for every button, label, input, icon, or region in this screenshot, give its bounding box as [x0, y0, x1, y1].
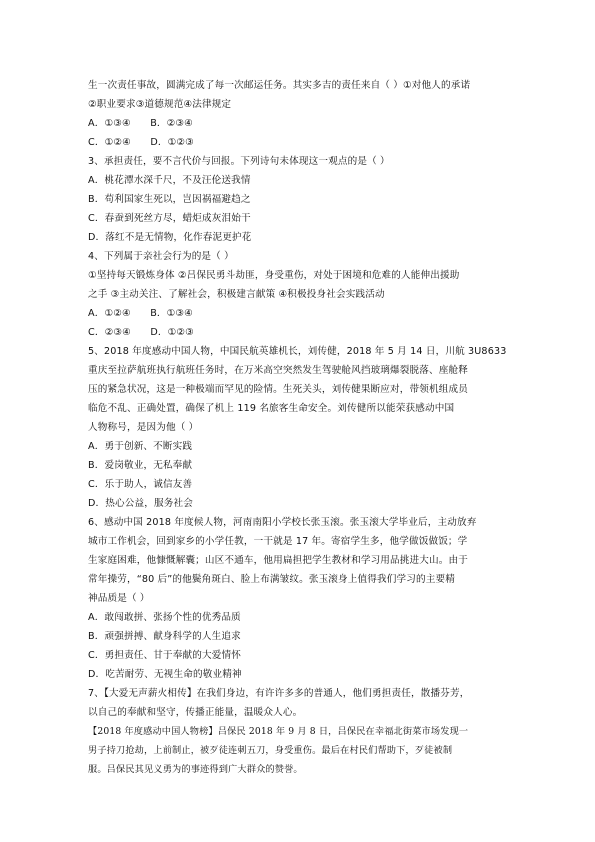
- q3-option-c: C．春蚕到死丝方尽，蜡炬成灰泪始干: [88, 213, 251, 224]
- q5-stem-line-3: 压的紧急状况，这是一种极端而罕见的险情。生死关头，刘传健果断应对，带领机组成员: [88, 384, 469, 395]
- q5-stem-line-2: 重庆至拉萨航班执行航班任务时，在万米高空突然发生驾驶舱风挡玻璃爆裂脱落、座舱释: [88, 365, 469, 376]
- q5-option-c: C．乐于助人，诚信友善: [88, 479, 193, 490]
- q6-stem-line-5: 神品质是（ ）: [88, 593, 150, 604]
- q6-stem-line-4: 常年操劳，“80 后”的他鬓角斑白、脸上布满皱纹。张玉滚身上值得我们学习的主要精: [88, 574, 455, 585]
- material-line-1: 【2018 年度感动中国人物榜】吕保民 2018 年 9 月 8 日，吕保民在幸福北街菜市场发现一: [88, 726, 469, 737]
- q6-option-a: A．敢闯敢拼、张扬个性的优秀品质: [88, 612, 241, 623]
- q6-option-b: B．顽强拼搏、献身科学的人生追求: [88, 631, 241, 642]
- q5-stem-line-1: 5、2018 年度感动中国人物，中国民航英雄机长，刘传健，2018 年 5 月 14 日，川航 3U8633: [88, 346, 507, 357]
- q6-stem-line-1: 6、感动中国 2018 年度候人物，河南南阳小学校长张玉滚。张玉滚大学毕业后，主动放弃: [88, 517, 477, 528]
- q6-stem-line-3: 生家庭困难，他慷慨解囊；山区不通车，他用扁担把学生教材和学习用品挑进大山。由于: [88, 555, 469, 566]
- exam-page: [88, 76, 516, 779]
- q5-option-b: B．爱岗敬业，无私奉献: [88, 460, 193, 471]
- q6-option-d: D．吃苦耐劳、无视生命的敬业精神: [88, 669, 242, 680]
- q3-option-a: A．桃花潭水深千尺，不及汪伦送我情: [88, 175, 251, 186]
- q6-option-c: C．勇担责任、甘于奉献的大爱情怀: [88, 650, 242, 661]
- q2-stem-line-1: 生一次责任事故，圆满完成了每一次邮运任务。其实多吉的责任来自（ ）①对他人的承诺: [88, 80, 471, 91]
- q2-options-row-1: A．①③④ B．②③④: [88, 118, 193, 129]
- q4-options-row-1: A．①②④ B．①③④: [88, 308, 193, 319]
- q5-option-d: D．热心公益，服务社会: [88, 498, 193, 509]
- q7-stem-line-1: 7、【大爱无声薪火相传】在我们身边，有许许多多的普通人，他们勇担责任，散播芬芳，: [88, 688, 470, 699]
- q2-stem-line-2: ②职业要求③道德规范④法律规定: [88, 99, 232, 110]
- q4-statements-line-2: 之手 ③主动关注、了解社会，积极建言献策 ④积极投身社会实践活动: [88, 289, 385, 300]
- q4-stem: 4、下列属于亲社会行为的是（ ）: [88, 251, 234, 262]
- q4-statements-line-1: ①坚持每天锻炼身体 ②吕保民勇斗劫匪，身受重伤，对处于困境和危难的人能伸出援助: [88, 270, 460, 281]
- q3-option-b: B．苟利国家生死以，岂因祸福避趋之: [88, 194, 251, 205]
- q5-stem-line-5: 人物称号，是因为他（ ）: [88, 422, 199, 433]
- q4-options-row-2: C．②③④ D．①②③: [88, 327, 194, 338]
- material-line-2: 男子持刀抢劫，上前制止，被歹徒连刺五刀，身受重伤。最后在村民们帮助下，歹徒被制: [88, 745, 453, 756]
- q2-options-row-2: C．①②④ D．①②③: [88, 137, 194, 148]
- q3-stem: 3、承担责任，要不言代价与回报。下列诗句未体现这一观点的是（ ）: [88, 156, 390, 167]
- q7-stem-line-2: 以自己的奉献和坚守，传播正能量，温暖众人心。: [88, 707, 303, 718]
- q5-stem-line-4: 临危不乱、正确处置，确保了机上 119 名旅客生命安全。刘传健所以能荣获感动中国: [88, 403, 455, 414]
- q5-option-a: A．勇于创新、不断实践: [88, 441, 193, 452]
- q6-stem-line-2: 城市工作机会，回到家乡的小学任教，一干就是 17 年。寄宿学生多，他学做饭做饭；学: [88, 536, 468, 547]
- material-line-3: 服。吕保民其见义勇为的事迹得到广大群众的赞誉。: [88, 764, 303, 775]
- q3-option-d: D．落红不是无情物，化作春泥更护花: [88, 232, 252, 243]
